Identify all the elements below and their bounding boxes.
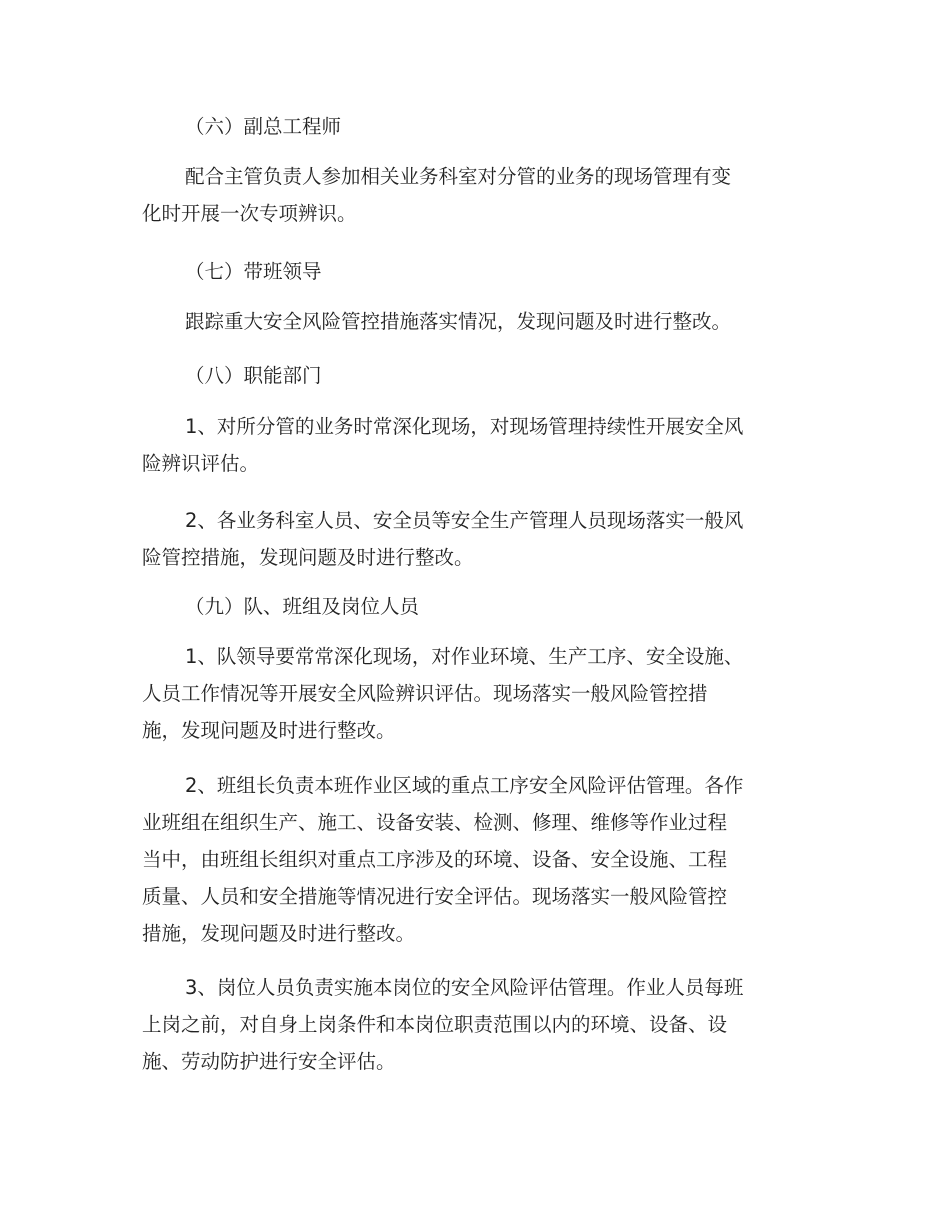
paragraph-line: 人员工作情况等开展安全风险辨识评估。现场落实一般风险管控措 — [142, 682, 708, 705]
paragraph-line: 措施，发现问题及时进行整改。 — [142, 922, 416, 945]
paragraph-line: 险辨识评估。 — [142, 452, 260, 475]
paragraph-line: 3、岗位人员负责实施本岗位的安全风险评估管理。作业人员每班 — [185, 976, 744, 999]
paragraph-team-1 — [142, 638, 810, 749]
paragraph-functional-dept-1 — [142, 408, 810, 482]
paragraph-deputy-chief-engineer — [142, 158, 810, 232]
paragraph-team-2 — [142, 767, 810, 952]
heading-text: （六）副总工程师 — [185, 115, 342, 138]
heading-text: （七）带班领导 — [185, 260, 322, 283]
paragraph-line: 质量、人员和安全措施等情况进行安全评估。现场落实一般风险管控 — [142, 885, 728, 908]
paragraph-line: 配合主管负责人参加相关业务科室对分管的业务的现场管理有变 — [185, 165, 732, 188]
paragraph-line: 2、各业务科室人员、安全员等安全生产管理人员现场落实一般风 — [185, 509, 744, 532]
section-heading-6 — [142, 108, 853, 145]
paragraph-shift-leader — [142, 303, 810, 340]
section-heading-7 — [142, 253, 853, 290]
paragraph-line: 1、对所分管的业务时常深化现场，对现场管理持续性开展安全风 — [185, 415, 744, 438]
paragraph-line: 业班组在组织生产、施工、设备安装、检测、修理、维修等作业过程 — [142, 811, 728, 834]
paragraph-line: 施、劳动防护进行安全评估。 — [142, 1050, 396, 1073]
heading-text: （九）队、班组及岗位人员 — [185, 595, 420, 618]
paragraph-functional-dept-2 — [142, 502, 810, 576]
section-heading-9 — [142, 588, 853, 625]
heading-text: （八）职能部门 — [185, 364, 322, 387]
paragraph-line: 跟踪重大安全风险管控措施落实情况，发现问题及时进行整改。 — [185, 310, 732, 333]
paragraph-line: 当中，由班组长组织对重点工序涉及的环境、设备、安全设施、工程 — [142, 848, 728, 871]
paragraph-line: 1、队领导要常常深化现场，对作业环境、生产工序、安全设施、 — [185, 645, 744, 668]
paragraph-line: 上岗之前，对自身上岗条件和本岗位职责范围以内的环境、设备、设 — [142, 1013, 728, 1036]
paragraph-line: 施，发现问题及时进行整改。 — [142, 719, 396, 742]
paragraph-line: 2、班组长负责本班作业区域的重点工序安全风险评估管理。各作 — [185, 774, 744, 797]
section-heading-8 — [142, 357, 853, 394]
paragraph-line: 险管控措施，发现问题及时进行整改。 — [142, 546, 474, 569]
paragraph-line: 化时开展一次专项辨识。 — [142, 202, 357, 225]
paragraph-team-3 — [142, 969, 810, 1080]
